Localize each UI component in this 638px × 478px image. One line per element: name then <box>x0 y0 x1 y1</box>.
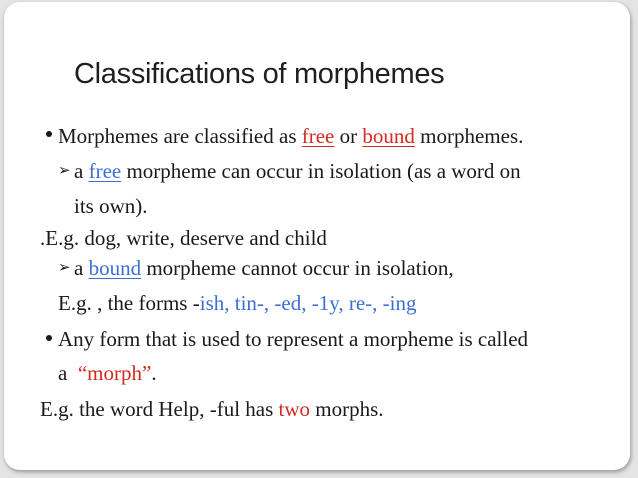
line-1-text-b: or <box>334 124 363 148</box>
text-line-8 <box>58 363 157 384</box>
line-9-text-a: E.g. the word Help, -ful has <box>40 397 279 421</box>
line-9-text-b: morphs. <box>310 397 384 421</box>
free-term-blue: free <box>88 159 122 183</box>
text-line-6 <box>58 293 416 314</box>
bullet-icon <box>46 335 52 341</box>
example-forms: ish, tin-, -ed, -1y, re-, -ing <box>199 291 417 315</box>
line-2-text-a: a <box>74 159 89 183</box>
line-8-text-b: . <box>151 361 157 385</box>
arrow-bullet-icon: ➢ <box>58 161 71 179</box>
two-term: two <box>278 397 311 421</box>
bullet-icon <box>46 131 52 137</box>
bound-term-blue: bound <box>88 256 142 280</box>
text-line-1 <box>58 126 523 147</box>
line-8-text-a: a <box>58 361 78 385</box>
line-3-text: its own). <box>74 194 148 218</box>
line-1-text-c: morphemes. <box>414 124 524 148</box>
line-5-text-a: a <box>74 256 89 280</box>
line-2-text-b: morpheme can occur in isolation (as a word on <box>121 159 521 183</box>
free-term: free <box>301 124 335 148</box>
line-7-text: Any form that is used to represent a morpheme is called <box>58 327 529 351</box>
line-5-text-b: morpheme cannot occur in isolation, <box>141 256 454 280</box>
line-6-text-a: E.g. , the forms - <box>58 291 200 315</box>
text-line-4 <box>40 228 327 249</box>
bound-term: bound <box>362 124 415 148</box>
text-line-9 <box>40 399 384 420</box>
morph-term: “morph” <box>77 361 152 385</box>
arrow-bullet-icon: ➢ <box>58 258 71 276</box>
slide <box>4 2 630 470</box>
slide-title: Classifications of morphemes <box>74 58 445 90</box>
text-line-7 <box>58 329 528 350</box>
line-1-text-a: Morphemes are classified as <box>58 124 302 148</box>
line-4-text: .E.g. dog, write, deserve and child <box>40 226 327 250</box>
text-line-2 <box>74 161 521 182</box>
text-line-5 <box>74 258 454 279</box>
text-line-3 <box>74 196 148 217</box>
